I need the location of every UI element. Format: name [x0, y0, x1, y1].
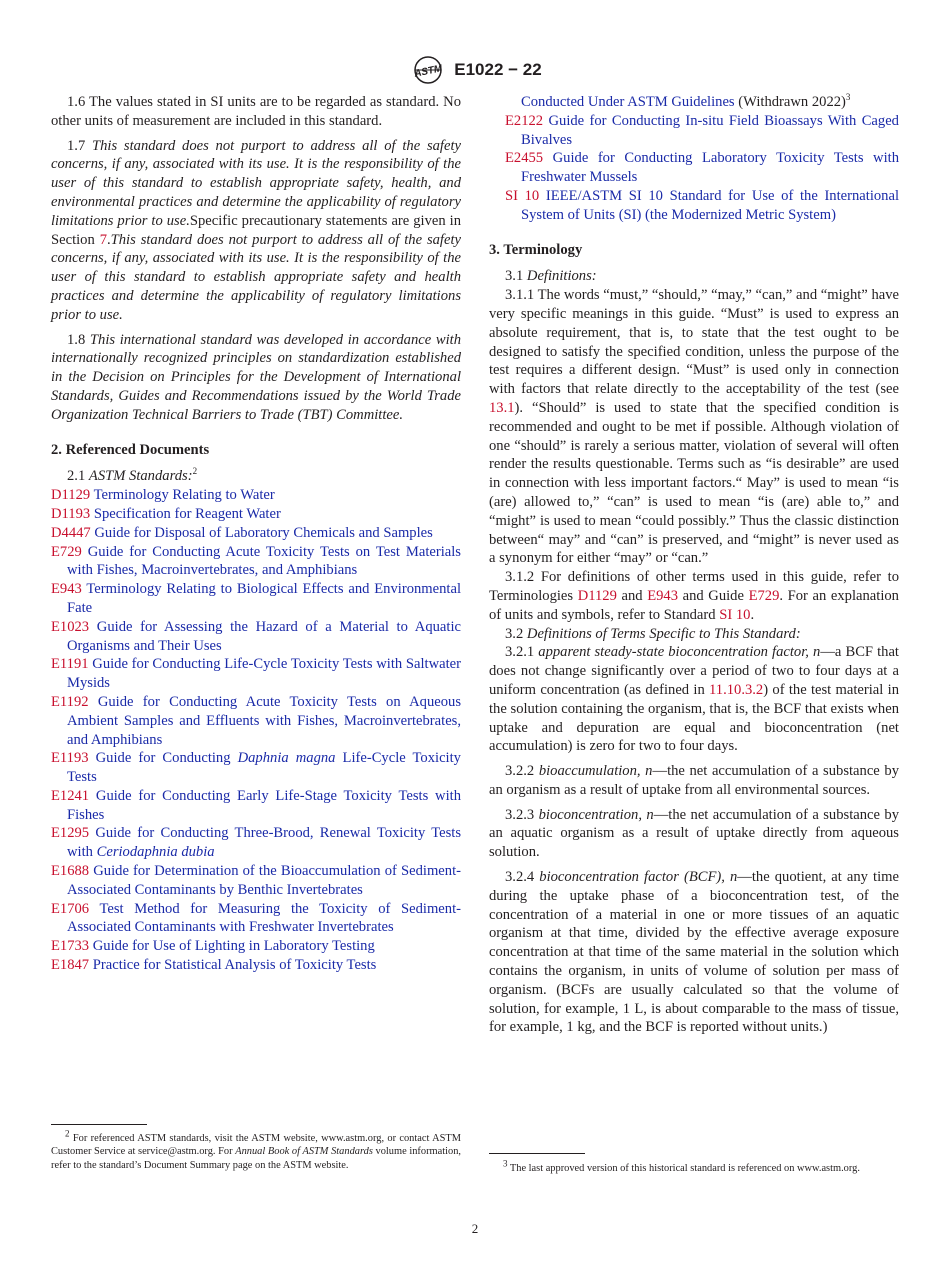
- section-11-10-3-2-link[interactable]: 11.10.3.2: [709, 681, 764, 698]
- section-3-2-1: 3.2.1 apparent steady-state bioconcentration factor, n—a BCF that does not change significantly over a period of two to four days at a uniform concentration (as defined in 11.10.3.2) of the test material in the solution containing the organism, that is, the BCF that exists when uptake and depuration are equal and bioconcentration (net accumulation) is zero for two to four days.: [489, 644, 899, 755]
- astm-logo-text: ASTM: [413, 63, 444, 80]
- section-3-2-3: 3.2.3 bioconcentration, n—the net accumulation of a substance by an aquatic organism as a result of uptake directly from aqueous solution.: [489, 806, 899, 861]
- reference-item[interactable]: D1129 Terminology Relating to Water: [51, 487, 275, 504]
- reference-continuation: Conducted Under ASTM Guidelines (Withdrawn 2022)$^3$: [521, 92, 851, 110]
- section-3-2: 3.2 Definitions of Terms Specific to This Standard:: [505, 625, 801, 642]
- reference-item[interactable]: E1688 Guide for Determination of the Bioaccumulation of Sediment-Associated Contaminants by Benthic Invertebrates: [51, 863, 461, 898]
- reference-item[interactable]: SI 10 IEEE/ASTM SI 10 Standard for Use of the International System of Units (SI) (the Modernized Metric System): [505, 187, 900, 223]
- paragraph-1-6: 1.6 The values stated in SI units are to be regarded as standard. No other units of measurement are included in this standard.: [51, 94, 461, 129]
- section-7-link[interactable]: 7: [99, 231, 107, 248]
- reference-item[interactable]: E2122 Guide for Conducting In-situ Field Bioassays With Caged Bivalves: [505, 112, 899, 148]
- document-id: E1022 − 22: [454, 60, 542, 79]
- section-3-1-1: 3.1.1 The words “must,” “should,” “may,” “can,” and “might” have very specific meanings in this guide. “Must” is used to express an absolute requirement, that is, to state that the test ought to be designed to satisfy the specified condition, unless the purpose of the test requires a different design. “Must” is used only in connection with factors that relate directly to the acceptability of the test (see 13.1). “Should” is used to state that the specified condition is recommended and ought to be met if possible. Although violation of one “should” is rarely a serious matter, violation of several will often render the results questionable. Terms such as “is desirable” are used in connection with less important factors.“ May” is used to mean “is (are) allowed to,” “can” is used to mean “is (are) able to,” and “might” is used to mean “could possibly.” Thus the classic distinction between“ may” and “can” is preserved, and “might” is never used as a synonym for either “may” or “can.”: [489, 287, 899, 567]
- astm-logo-icon: [408, 55, 448, 85]
- section-3-heading: 3. Terminology: [489, 241, 583, 258]
- reference-item[interactable]: E1191 Guide for Conducting Life-Cycle Toxicity Tests with Saltwater Mysids: [51, 656, 461, 692]
- reference-item[interactable]: E943 Terminology Relating to Biological Effects and Environmental Fate: [51, 581, 461, 616]
- paragraph-1-8: 1.8 This international standard was developed in accordance with internationally recognized principles on standardization established in the Decision on Principles for the Development of International Standards, Guides and Recommendations issued by the World Trade Organization Technical Barriers to Trade (TBT) Committee.: [51, 331, 462, 423]
- reference-item[interactable]: E1295 Guide for Conducting Three-Brood, Renewal Toxicity Tests with Ceriodaphnia dubia: [51, 825, 461, 861]
- reference-item[interactable]: E1706 Test Method for Measuring the Toxicity of Sediment-Associated Contaminants with Freshwater Invertebrates: [51, 900, 461, 936]
- footnote-3: $^3$ The last approved version of this historical standard is referenced on www.astm.org.: [503, 1158, 860, 1174]
- section-3-1: 3.1 Definitions:: [505, 268, 597, 285]
- reference-item[interactable]: E1193 Guide for Conducting Daphnia magna Life-Cycle Toxicity Tests: [51, 750, 461, 786]
- page-header: [0, 55, 950, 85]
- reference-item[interactable]: E1023 Guide for Assessing the Hazard of a Material to Aquatic Organisms and Their Uses: [51, 618, 461, 654]
- reference-item[interactable]: E1241 Guide for Conducting Early Life-Stage Toxicity Tests with Fishes: [51, 787, 461, 823]
- right-column: [489, 93, 899, 1037]
- section-2-1: 2.1 ASTM Standards:$^2$: [67, 466, 198, 485]
- section-3-2-2: 3.2.2 bioaccumulation, n—the net accumulation of a substance by an organism as a result of uptake from all environmental sources.: [489, 763, 899, 798]
- reference-item[interactable]: E1733 Guide for Use of Lighting in Laboratory Testing: [51, 938, 375, 955]
- footnote-2: $^2$ For referenced ASTM standards, visit the ASTM website, www.astm.org, or contact ASTM Customer Service at service@astm.org. For Annual Book of ASTM Standards volume information, refer to the standard’s Document Summary page on the ASTM website.: [51, 1128, 461, 1171]
- reference-item[interactable]: D4447 Guide for Disposal of Laboratory Chemicals and Samples: [51, 524, 433, 541]
- reference-item[interactable]: E729 Guide for Conducting Acute Toxicity Tests on Test Materials with Fishes, Macroinvertebrates, and Amphibians: [51, 543, 461, 579]
- section-2-heading: 2. Referenced Documents: [51, 441, 210, 458]
- left-column: [51, 93, 461, 975]
- footnote-divider: [51, 1124, 147, 1125]
- section-3-2-4: 3.2.4 bioconcentration factor (BCF), n—the quotient, at any time during the uptake phase of a bioconcentration test, of the concentration of a material in one or more tissues of an aquatic organism at that time, divided by the effective average exposure concentration at that time of the same material in the solution which contains the organism, in units of volume of solution per mass of organism. (BCFs are usually calculated so that the volume of solution, for example, 1 L, is about comparable to the mass of tissue, for example, 1 kg, and the BCF is reported without units.): [489, 869, 899, 1036]
- reference-item[interactable]: E2455 Guide for Conducting Laboratory Toxicity Tests with Freshwater Mussels: [505, 150, 899, 186]
- paragraph-1-7: 1.7 This standard does not purport to address all of the safety concerns, if any, associated with its use. It is the responsibility of the user of this standard to establish appropriate safety, health, and environmental practices and determine the applicability of regulatory limitations prior to use.Specific precautionary statements are given in Section 7.This standard does not purport to address all of the safety concerns, if any, associated with its use. It is the responsibility of the user of this standard to establish appropriate safety and health practices and determine the applicability of regulatory limitations prior to use.: [51, 137, 462, 323]
- footnote-divider: [489, 1153, 585, 1154]
- reference-item[interactable]: E1847 Practice for Statistical Analysis of Toxicity Tests: [51, 957, 377, 974]
- reference-item[interactable]: E1192 Guide for Conducting Acute Toxicity Tests on Aqueous Ambient Samples and Effluents with Fishes, Macroinvertebrates, and Amphibians: [51, 693, 461, 748]
- page-number: 2: [471, 1221, 479, 1236]
- reference-item[interactable]: D1193 Specification for Reagent Water: [51, 505, 281, 522]
- section-3-1-2: 3.1.2 For definitions of other terms used in this guide, refer to Terminologies D1129 and E943 and Guide E729. For an explanation of units and symbols, refer to Standard SI 10.: [489, 569, 899, 623]
- section-13-1-link[interactable]: 13.1: [489, 399, 515, 416]
